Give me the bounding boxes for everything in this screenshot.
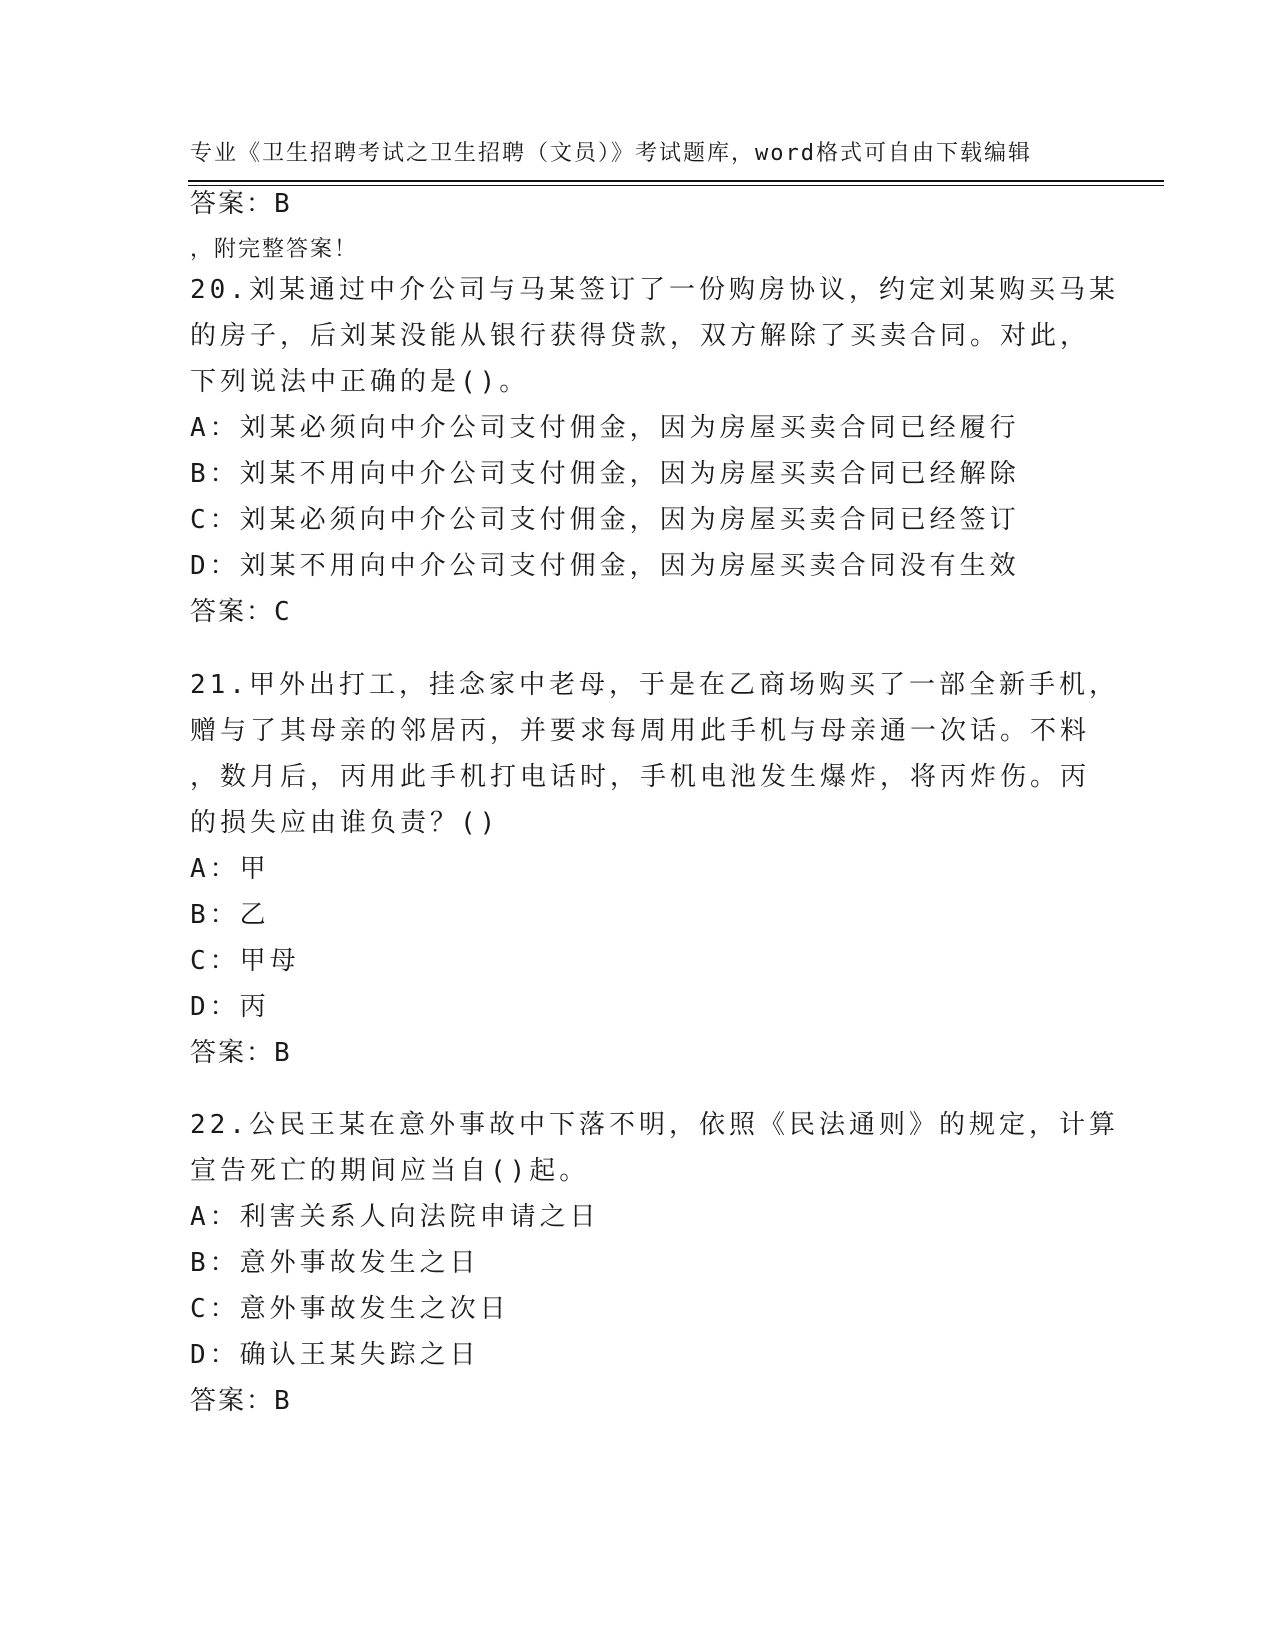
option-b: B：乙 (190, 900, 270, 930)
question-text-line: 的损失应由谁负责？() (190, 808, 500, 838)
option-b: B：刘某不用向中介公司支付佣金，因为房屋买卖合同已经解除 (190, 459, 1020, 489)
previous-answer-block (190, 181, 1090, 227)
answer-line: 答案：B (190, 189, 292, 219)
question-text-line: ，数月后，丙用此手机打电话时，手机电池发生爆炸，将丙炸伤。丙 (190, 762, 1091, 792)
option-d: D：丙 (190, 992, 270, 1022)
option-b: B：意外事故发生之日 (190, 1248, 480, 1278)
option-a: A：刘某必须向中介公司支付佣金，因为房屋买卖合同已经履行 (190, 413, 1020, 443)
question-21 (190, 662, 1119, 1076)
answer-line: 答案：B (190, 1038, 292, 1068)
option-a: A：利害关系人向法院申请之日 (190, 1202, 600, 1232)
option-a: A：甲 (190, 854, 270, 884)
option-d: D：刘某不用向中介公司支付佣金，因为房屋买卖合同没有生效 (190, 551, 1020, 581)
question-text-line: 22.公民王某在意外事故中下落不明，依照《民法通则》的规定，计算 (190, 1110, 1119, 1140)
question-text-line: 宣告死亡的期间应当自()起。 (190, 1156, 590, 1186)
header-text-line-2: ，附完整答案！ (190, 237, 359, 262)
question-text-line: 20.刘某通过中介公司与马某签订了一份购房协议，约定刘某购买马某 (190, 275, 1119, 305)
answer-line: 答案：C (190, 597, 292, 627)
question-22 (190, 1102, 1119, 1424)
option-c: C：甲母 (190, 946, 300, 976)
answer-line: 答案：B (190, 1386, 292, 1416)
question-text-line: 赠与了其母亲的邻居丙，并要求每周用此手机与母亲通一次话。不料 (190, 716, 1091, 746)
header-text-line-1: 专业《卫生招聘考试之卫生招聘（文员）》考试题库，word格式可自由下载编辑 (190, 141, 1032, 166)
option-c: C：意外事故发生之次日 (190, 1294, 510, 1324)
option-d: D：确认王某失踪之日 (190, 1340, 480, 1370)
question-text-line: 21.甲外出打工，挂念家中老母，于是在乙商场购买了一部全新手机， (190, 670, 1119, 700)
question-20 (190, 267, 1119, 635)
option-c: C：刘某必须向中介公司支付佣金，因为房屋买卖合同已经签订 (190, 505, 1020, 535)
question-text-line: 的房子，后刘某没能从银行获得贷款，双方解除了买卖合同。对此， (190, 321, 1091, 351)
question-text-line: 下列说法中正确的是()。 (190, 367, 530, 397)
